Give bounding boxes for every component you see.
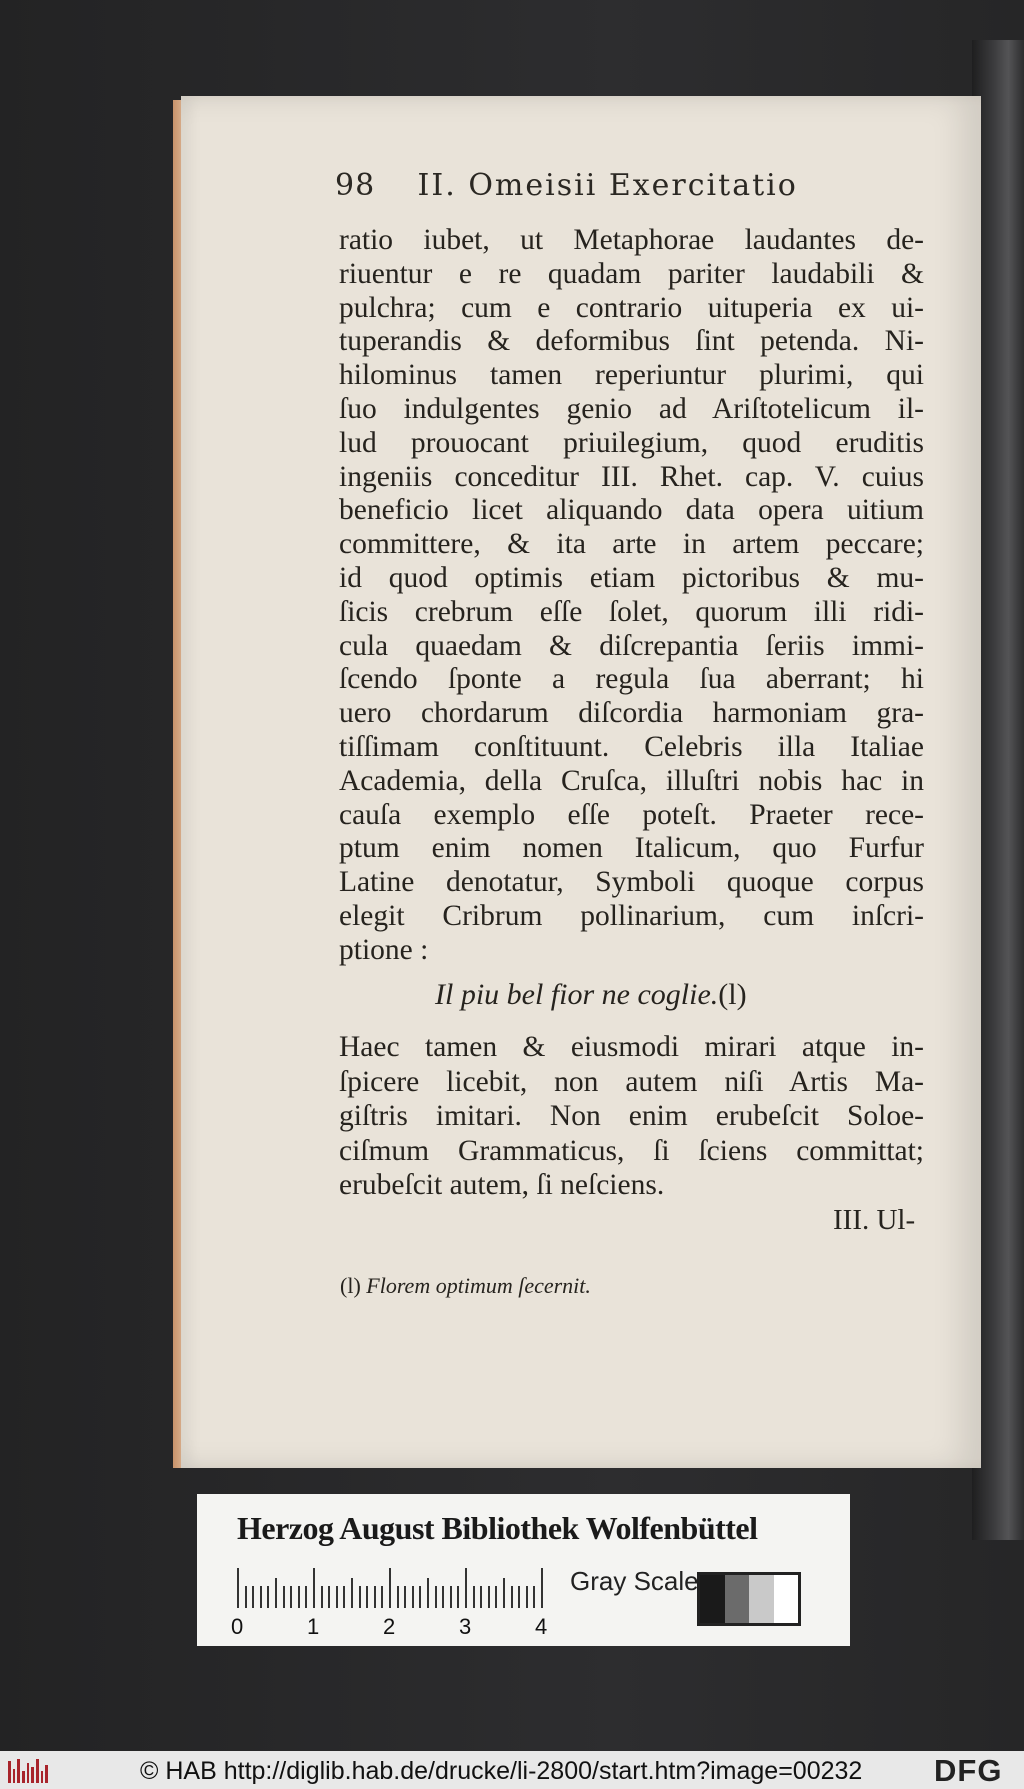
text-line: cula quaedam & diſcrepantia ſeriis immi-: [339, 629, 924, 662]
text-line: committere, & ita arte in artem peccare;: [339, 528, 924, 561]
ruler-tick: [313, 1568, 315, 1608]
text2-line: Haec tamen & eiusmodi mirari atque in-: [339, 1031, 924, 1063]
ruler-tick: [343, 1586, 345, 1608]
text-line: ingeniis conceditur III. Rhet. cap. V. cuius: [339, 460, 924, 493]
text-line: id quod optimis etiam pictoribus & mu-: [339, 561, 924, 594]
ruler-tick: [397, 1586, 399, 1608]
text-line: ſuo indulgentes genio ad Ariſtotelicum il-: [339, 392, 924, 425]
running-header: [335, 168, 935, 203]
ruler-tick: [541, 1568, 543, 1608]
text-line: tuperandis & deformibus ſint petenda. Ni-: [339, 325, 924, 358]
color-scale-card: [197, 1494, 850, 1646]
catchword: III. Ul-: [833, 1204, 916, 1236]
footnote-text: Florem optimum ſecernit.: [366, 1273, 591, 1298]
ruler-tick: [328, 1586, 330, 1608]
ruler-tick: [488, 1586, 490, 1608]
text-line: ſicis crebrum eſſe ſolet, quorum illi ridi-: [339, 595, 924, 628]
ruler-tick: [374, 1586, 376, 1608]
ruler-tick: [283, 1586, 285, 1608]
motto-text: Il piu bel fior ne coglie.: [435, 978, 719, 1011]
ruler-tick: [450, 1586, 452, 1608]
gray-swatch: [774, 1575, 799, 1623]
footer-bar: [0, 1751, 1024, 1789]
text-line: cauſa exemplo eſſe poteſt. Praeter rece-: [339, 798, 924, 831]
text-line: lud prouocant priuilegium, quod eruditis: [339, 426, 924, 459]
text2-line: ſpicere licebit, non autem niſi Artis Ma-: [339, 1065, 924, 1098]
ruler-tick: [305, 1586, 307, 1608]
ruler-tick: [298, 1586, 300, 1608]
running-head-title: II. Omeisii Exercitatio: [417, 168, 798, 203]
text-line: hilominus tamen reperiuntur plurimi, qui: [339, 359, 924, 392]
gray-scale-swatches: [697, 1572, 801, 1626]
ruler-tick: [495, 1586, 497, 1608]
ruler-tick: [267, 1586, 269, 1608]
text-line: Academia, della Cruſca, illuſtri nobis hac in: [339, 764, 924, 797]
ruler-tick: [503, 1578, 505, 1608]
footnote-mark: (l): [340, 1273, 361, 1298]
footnote: [340, 1273, 591, 1299]
ruler-tick: [526, 1586, 528, 1608]
ruler-tick: [252, 1586, 254, 1608]
ruler-tick: [290, 1586, 292, 1608]
text-line: ſcendo ſponte a regula ſua aberrant; hi: [339, 663, 924, 696]
motto-note-ref: (l): [718, 978, 747, 1011]
text-line: ptione :: [339, 933, 429, 966]
ruler-tick: [404, 1586, 406, 1608]
ruler-tick: [427, 1578, 429, 1608]
ruler-tick: [351, 1578, 353, 1608]
ruler-tick: [518, 1586, 520, 1608]
text-line: beneficio licet aliquando data opera uitium: [339, 494, 924, 527]
hab-logo-icon: [8, 1757, 48, 1783]
ruler-tick: [480, 1586, 482, 1608]
ruler-tick: [435, 1586, 437, 1608]
gray-swatch: [700, 1575, 725, 1623]
ruler-number: 0: [231, 1614, 244, 1639]
library-name: Herzog August Bibliothek Wolfenbüttel: [237, 1510, 758, 1546]
gray-swatch: [725, 1575, 750, 1623]
page-number: 98: [335, 168, 376, 203]
ruler-tick: [237, 1568, 239, 1608]
ruler-tick: [245, 1586, 247, 1608]
ruler-tick: [457, 1586, 459, 1608]
ruler-number: 4: [535, 1614, 548, 1639]
gray-swatch: [749, 1575, 774, 1623]
ruler-tick: [442, 1586, 444, 1608]
ruler-tick: [465, 1568, 467, 1608]
text-line: pulchra; cum e contrario uituperia ex ui-: [339, 291, 924, 324]
ruler-tick: [473, 1586, 475, 1608]
ruler-number: 3: [459, 1614, 472, 1639]
gray-scale-label: Gray Scale: [570, 1566, 699, 1596]
text-line: elegit Cribrum pollinarium, cum inſcri-: [339, 899, 924, 932]
ruler-tick: [419, 1586, 421, 1608]
ruler-ticks: [237, 1568, 547, 1608]
dfg-logo: DFG: [934, 1753, 1003, 1788]
ruler-tick: [412, 1586, 414, 1608]
ruler-tick: [366, 1586, 368, 1608]
text-line: ratio iubet, ut Metaphorae laudantes de-: [339, 224, 924, 256]
italian-motto: [435, 978, 747, 1012]
ruler-tick: [359, 1586, 361, 1608]
text-line: Latine denotatur, Symboli quoque corpus: [339, 866, 924, 899]
ruler-numbers: [231, 1614, 551, 1644]
ruler-tick: [381, 1586, 383, 1608]
ruler-tick: [336, 1586, 338, 1608]
text-line: uero chordarum diſcordia harmoniam gra-: [339, 697, 924, 730]
text2-line: erubeſcit autem, ſi neſciens.: [339, 1169, 665, 1201]
ruler-number: 1: [307, 1614, 320, 1639]
ruler-tick: [321, 1586, 323, 1608]
text-line: tiſſimam conſtituunt. Celebris illa Italiae: [339, 730, 924, 763]
second-text-block: [339, 1030, 924, 1203]
text2-line: ciſmum Grammaticus, ſi ſciens committat;: [339, 1134, 924, 1167]
ruler-tick: [511, 1586, 513, 1608]
ruler-tick: [389, 1568, 391, 1608]
ruler-number: 2: [383, 1614, 396, 1639]
ruler-tick: [533, 1586, 535, 1608]
text-line: ptum enim nomen Italicum, quo Furfur: [339, 832, 924, 865]
main-text-block: [339, 224, 924, 968]
text2-line: giſtris imitari. Non enim erubeſcit Soloe-: [339, 1100, 924, 1132]
text-line: riuentur e re quadam pariter laudabili &: [339, 257, 924, 290]
ruler-tick: [275, 1578, 277, 1608]
ruler-tick: [260, 1586, 262, 1608]
footer-url[interactable]: © HAB http://diglib.hab.de/drucke/li-2800/start.htm?image=00232: [140, 1757, 863, 1785]
